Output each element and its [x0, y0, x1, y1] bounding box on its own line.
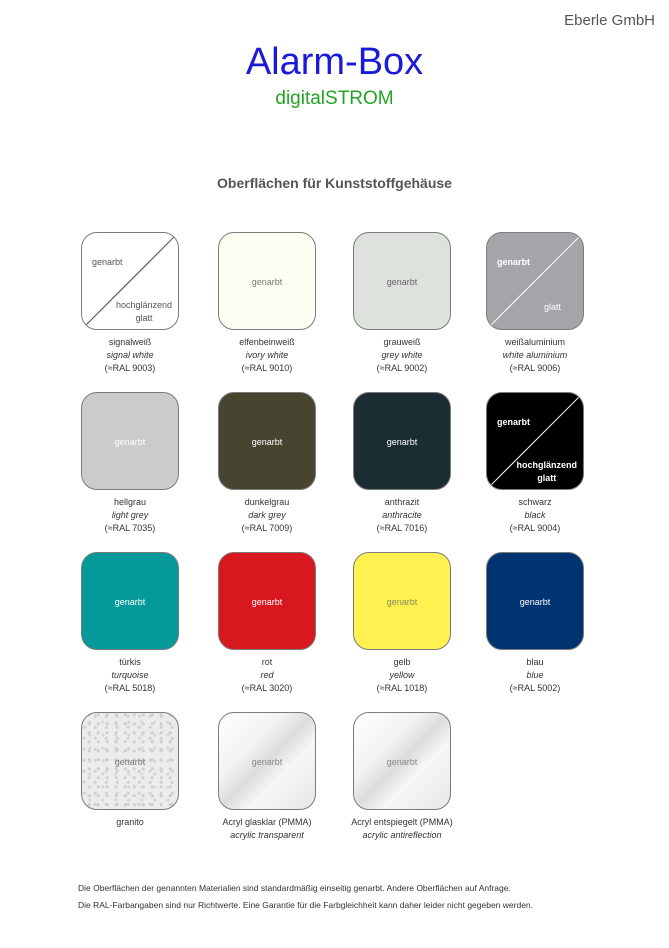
finish-label: genarbt — [386, 277, 418, 287]
color-swatch — [353, 232, 451, 330]
finish-label: genarbt — [519, 597, 551, 607]
finish-label-high-gloss: hochglänzend — [115, 300, 172, 310]
color-name-de: rot — [261, 657, 273, 667]
finish-label: genarbt — [114, 437, 146, 447]
color-name-en: grey white — [381, 350, 423, 360]
swatch-caption — [470, 336, 600, 375]
swatch-caption — [65, 816, 195, 829]
ral-code: (≈RAL 9002) — [376, 363, 428, 373]
swatch-caption — [65, 656, 195, 695]
swatch-caption — [202, 816, 332, 842]
swatch-item — [65, 712, 195, 829]
color-name-en: light grey — [111, 510, 149, 520]
page-subtitle: digitalSTROM — [275, 88, 394, 109]
footer-line-1: Die Oberflächen der genannten Materialien sind standardmäßig einseitig genarbt. Andere Oberflächen auf Anfrage. — [78, 883, 511, 893]
color-name-en: dark grey — [248, 510, 286, 520]
finish-label-gloss — [544, 301, 561, 314]
diagonal-divider — [487, 233, 583, 329]
footer-notes — [78, 880, 533, 914]
color-name-de: schwarz — [518, 497, 552, 507]
swatch-caption — [337, 816, 467, 842]
color-name-de: hellgrau — [113, 497, 147, 507]
color-name-en: turquoise — [111, 670, 149, 680]
section-title: Oberflächen für Kunststoffgehäuse — [217, 175, 452, 191]
color-name-de: Acryl entspiegelt (PMMA) — [351, 817, 453, 827]
color-swatch — [218, 712, 316, 810]
ral-code: (≈RAL 5002) — [509, 683, 561, 693]
swatch-item — [337, 552, 467, 695]
ral-code: (≈RAL 5018) — [104, 683, 156, 693]
ral-code: (≈RAL 9003) — [104, 363, 156, 373]
color-name-en: red — [260, 670, 274, 680]
swatch-caption — [202, 496, 332, 535]
swatch-caption — [202, 656, 332, 695]
finish-label: genarbt — [386, 437, 418, 447]
finish-label-gloss — [517, 459, 578, 485]
swatch-item — [65, 552, 195, 695]
color-swatch — [218, 392, 316, 490]
color-swatch — [486, 232, 584, 330]
color-swatch — [81, 232, 179, 330]
color-name-en: white aluminium — [502, 350, 568, 360]
finish-label: genarbt — [386, 757, 418, 767]
swatch-item — [470, 552, 600, 695]
swatch-caption — [337, 336, 467, 375]
color-name-en: acrylic antireflection — [362, 830, 442, 840]
swatch-item — [470, 232, 600, 375]
color-name-de: gelb — [393, 657, 411, 667]
finish-label-gloss — [116, 299, 172, 325]
footer-line-2: Die RAL-Farbangaben sind nur Richtwerte. Eine Garantie für die Farbgleichheit kann daher leider nicht gegeben werden. — [78, 900, 534, 910]
color-name-de: anthrazit — [384, 497, 420, 507]
swatch-item — [337, 712, 467, 842]
swatch-caption — [337, 496, 467, 535]
finish-label-smooth: glatt — [543, 302, 561, 312]
color-name-en: anthracite — [382, 510, 422, 520]
swatch-item — [202, 552, 332, 695]
color-swatch — [486, 392, 584, 490]
color-name-en: yellow — [389, 670, 415, 680]
color-name-en: ivory white — [245, 350, 289, 360]
swatch-caption — [65, 336, 195, 375]
color-swatch — [486, 552, 584, 650]
color-name-de: blau — [526, 657, 544, 667]
color-swatch — [81, 712, 179, 810]
color-name-de: türkis — [119, 657, 141, 667]
color-name-de: dunkelgrau — [244, 497, 290, 507]
ral-code: (≈RAL 9006) — [509, 363, 561, 373]
page-title: Alarm-Box — [245, 41, 424, 83]
swatch-item — [337, 232, 467, 375]
finish-label: genarbt — [114, 757, 146, 767]
finish-label-textured: genarbt — [497, 417, 531, 427]
ral-code: (≈RAL 7035) — [104, 523, 156, 533]
color-swatch — [81, 552, 179, 650]
swatch-caption — [202, 336, 332, 375]
swatch-item — [337, 392, 467, 535]
color-name-de: weißaluminium — [504, 337, 566, 347]
swatch-caption — [470, 656, 600, 695]
finish-label-smooth: glatt — [135, 313, 153, 323]
finish-label-high-gloss: hochglänzend — [516, 460, 577, 470]
finish-label: genarbt — [114, 597, 146, 607]
ral-code: (≈RAL 7016) — [376, 523, 428, 533]
swatch-item — [202, 392, 332, 535]
color-name-en: blue — [526, 670, 544, 680]
swatch-caption — [337, 656, 467, 695]
color-name-de: elfenbeinweiß — [239, 337, 295, 347]
color-swatch — [81, 392, 179, 490]
finish-label: genarbt — [251, 437, 283, 447]
ral-code: (≈RAL 3020) — [241, 683, 293, 693]
company-name: Eberle GmbH — [564, 12, 655, 29]
color-swatch — [218, 232, 316, 330]
color-swatch — [218, 552, 316, 650]
finish-label-textured: genarbt — [497, 257, 531, 267]
finish-label: genarbt — [251, 597, 283, 607]
finish-label-smooth: glatt — [537, 473, 557, 483]
ral-code: (≈RAL 9010) — [241, 363, 293, 373]
color-name-en: black — [524, 510, 546, 520]
color-name-en: signal white — [106, 350, 154, 360]
swatch-item — [65, 392, 195, 535]
swatch-caption — [470, 496, 600, 535]
color-name-en: acrylic transparent — [230, 830, 304, 840]
ral-code: (≈RAL 1018) — [376, 683, 428, 693]
color-swatch — [353, 552, 451, 650]
swatch-item — [202, 232, 332, 375]
finish-label: genarbt — [251, 757, 283, 767]
swatch-item — [65, 232, 195, 375]
color-name-de: granito — [116, 817, 144, 827]
color-name-de: signalweiß — [108, 337, 152, 347]
color-swatch — [353, 392, 451, 490]
finish-label: genarbt — [251, 277, 283, 287]
ral-code: (≈RAL 7009) — [241, 523, 293, 533]
finish-label: genarbt — [386, 597, 418, 607]
swatch-item — [470, 392, 600, 535]
swatch-caption — [65, 496, 195, 535]
color-swatch — [353, 712, 451, 810]
color-name-de: Acryl glasklar (PMMA) — [222, 817, 312, 827]
color-name-de: grauweiß — [383, 337, 421, 347]
swatch-item — [202, 712, 332, 842]
finish-label-textured: genarbt — [92, 257, 123, 267]
ral-code: (≈RAL 9004) — [509, 523, 561, 533]
